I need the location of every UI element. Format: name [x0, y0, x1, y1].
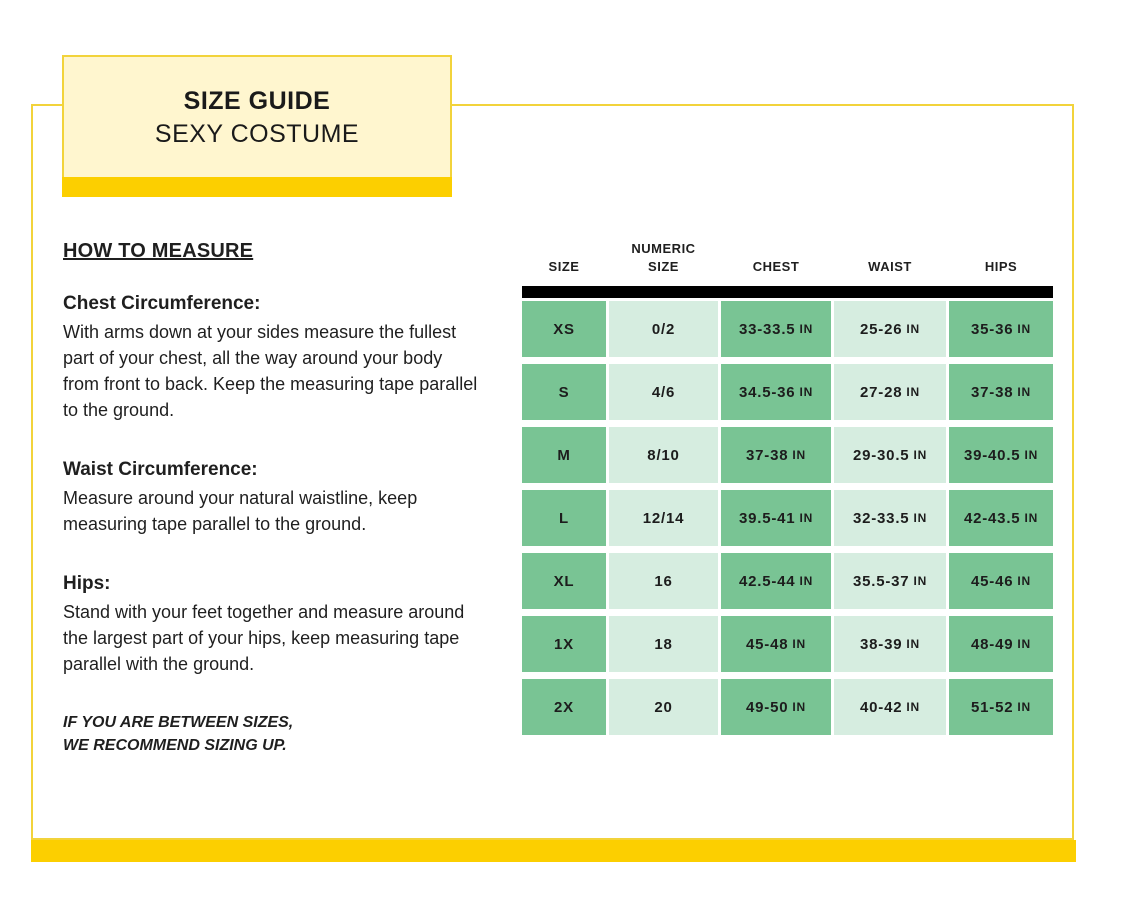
- size-cell: [522, 553, 606, 609]
- header-hips: HIPS: [984, 259, 1018, 274]
- waist-section: [63, 457, 483, 537]
- hips-cell-unit: IN: [1017, 574, 1031, 588]
- hips-cell: [949, 364, 1053, 420]
- numeric-cell: [609, 427, 718, 483]
- hips-cell-value: 39-40.5: [963, 446, 1021, 464]
- table-header: [522, 238, 1053, 286]
- chest-cell-value: 42.5-44: [738, 572, 796, 590]
- hips-cell: [949, 301, 1053, 357]
- chest-cell-value: 37-38: [746, 446, 789, 464]
- table-body: [522, 301, 1053, 735]
- sizing-note-line-2: WE RECOMMEND SIZING UP.: [63, 737, 287, 754]
- chest-cell-unit: IN: [792, 637, 806, 651]
- chest-cell-unit: IN: [792, 700, 806, 714]
- table-row: [522, 616, 1053, 672]
- table-row: [522, 364, 1053, 420]
- chest-cell-unit: IN: [792, 448, 806, 462]
- table-row: [522, 490, 1053, 546]
- size-cell-value: M: [557, 446, 571, 464]
- chest-cell: [721, 301, 831, 357]
- hips-cell-unit: IN: [1017, 322, 1031, 336]
- size-cell: [522, 679, 606, 735]
- waist-instructions: Measure around your natural waistline, keep measuring tape parallel to the ground.: [63, 488, 418, 534]
- waist-cell: [834, 427, 946, 483]
- waist-cell-unit: IN: [913, 511, 928, 525]
- size-table: [522, 238, 1053, 742]
- how-to-measure-heading: HOW TO MEASURE: [63, 240, 254, 262]
- chest-cell: [721, 490, 831, 546]
- waist-cell-value: 40-42: [860, 698, 903, 716]
- header-chest: CHEST: [752, 259, 800, 274]
- waist-cell-value: 25-26: [860, 320, 903, 338]
- hips-cell-unit: IN: [1024, 511, 1039, 525]
- chest-cell-unit: IN: [799, 385, 814, 399]
- chest-cell-unit: IN: [799, 574, 814, 588]
- size-cell: [522, 616, 606, 672]
- size-cell: [522, 301, 606, 357]
- size-cell-value: S: [558, 383, 570, 401]
- title-box: [62, 55, 452, 177]
- hips-cell-unit: IN: [1017, 637, 1031, 651]
- waist-cell-value: 38-39: [860, 635, 903, 653]
- waist-cell-unit: IN: [906, 322, 920, 336]
- waist-cell-unit: IN: [906, 385, 920, 399]
- hips-cell-value: 48-49: [971, 635, 1014, 653]
- waist-cell-unit: IN: [906, 700, 920, 714]
- header-waist: WAIST: [868, 259, 912, 274]
- hips-cell: [949, 490, 1053, 546]
- hips-cell-unit: IN: [1024, 448, 1039, 462]
- size-cell-value: 2X: [554, 698, 574, 716]
- waist-cell: [834, 679, 946, 735]
- hips-cell-unit: IN: [1017, 385, 1031, 399]
- hips-instructions: Stand with your feet together and measure around the largest part of your hips, keep measuring tape parallel with the ground.: [63, 602, 465, 674]
- size-cell-value: 1X: [554, 635, 574, 653]
- sizing-note-line-1: IF YOU ARE BETWEEN SIZES,: [63, 714, 294, 731]
- waist-cell: [834, 616, 946, 672]
- waist-cell: [834, 490, 946, 546]
- hips-title: Hips:: [63, 573, 111, 594]
- title-accent-bar: [62, 177, 452, 197]
- chest-cell-value: 39.5-41: [738, 509, 796, 527]
- hips-cell-value: 42-43.5: [963, 509, 1021, 527]
- chest-cell: [721, 553, 831, 609]
- table-row: [522, 553, 1053, 609]
- numeric-cell-value: 12/14: [642, 509, 685, 527]
- hips-cell: [949, 616, 1053, 672]
- waist-cell-unit: IN: [913, 574, 928, 588]
- size-cell-value: XL: [553, 572, 575, 590]
- chest-cell: [721, 616, 831, 672]
- chest-cell-value: 33-33.5: [738, 320, 796, 338]
- numeric-cell: [609, 490, 718, 546]
- chest-instructions: With arms down at your sides measure the fullest part of your chest, all the way around your body from front to back. Keep the measuring tape parallel to the ground.: [63, 322, 478, 420]
- header-size: SIZE: [548, 259, 580, 274]
- numeric-cell: [609, 679, 718, 735]
- chest-cell-value: 34.5-36: [738, 383, 796, 401]
- hips-cell: [949, 679, 1053, 735]
- header-numeric-size: NUMERIC SIZE: [631, 241, 696, 274]
- waist-cell: [834, 553, 946, 609]
- hips-cell-value: 45-46: [971, 572, 1014, 590]
- chest-cell-value: 49-50: [746, 698, 789, 716]
- how-to-measure-panel: [63, 240, 483, 757]
- hips-cell-value: 37-38: [971, 383, 1014, 401]
- hips-cell: [949, 553, 1053, 609]
- size-cell: [522, 490, 606, 546]
- numeric-cell-value: 16: [654, 572, 673, 590]
- numeric-cell-value: 0/2: [651, 320, 676, 338]
- table-row: [522, 427, 1053, 483]
- numeric-cell-value: 20: [654, 698, 673, 716]
- frame-bottom-bar: [31, 840, 1076, 862]
- size-cell-value: L: [559, 509, 569, 527]
- waist-cell-value: 29-30.5: [852, 446, 910, 464]
- chest-cell: [721, 364, 831, 420]
- numeric-cell-value: 18: [654, 635, 673, 653]
- chest-cell-unit: IN: [799, 511, 814, 525]
- size-cell: [522, 427, 606, 483]
- numeric-cell: [609, 616, 718, 672]
- table-row: [522, 301, 1053, 357]
- chest-cell-unit: IN: [799, 322, 814, 336]
- header-divider: [522, 286, 1053, 298]
- chest-cell: [721, 679, 831, 735]
- hips-cell-unit: IN: [1017, 700, 1031, 714]
- waist-cell-value: 27-28: [860, 383, 903, 401]
- numeric-cell: [609, 553, 718, 609]
- hips-cell-value: 35-36: [971, 320, 1014, 338]
- waist-cell-value: 32-33.5: [852, 509, 910, 527]
- chest-cell-value: 45-48: [746, 635, 789, 653]
- table-row: [522, 679, 1053, 735]
- waist-cell-unit: IN: [913, 448, 928, 462]
- numeric-cell-value: 8/10: [647, 446, 680, 464]
- numeric-cell: [609, 364, 718, 420]
- waist-cell-unit: IN: [906, 637, 920, 651]
- hips-cell: [949, 427, 1053, 483]
- chest-title: Chest Circumference:: [63, 293, 261, 314]
- chest-cell: [721, 427, 831, 483]
- waist-cell: [834, 301, 946, 357]
- page-subtitle: SEXY COSTUME: [154, 120, 360, 148]
- hips-cell-value: 51-52: [971, 698, 1014, 716]
- waist-cell-value: 35.5-37: [852, 572, 910, 590]
- page-title: SIZE GUIDE: [183, 87, 331, 115]
- chest-section: [63, 291, 483, 423]
- numeric-cell: [609, 301, 718, 357]
- size-cell-value: XS: [553, 320, 575, 338]
- size-cell: [522, 364, 606, 420]
- waist-title: Waist Circumference:: [63, 459, 258, 480]
- sizing-note: [63, 711, 363, 757]
- numeric-cell-value: 4/6: [651, 383, 676, 401]
- hips-section: [63, 571, 483, 677]
- waist-cell: [834, 364, 946, 420]
